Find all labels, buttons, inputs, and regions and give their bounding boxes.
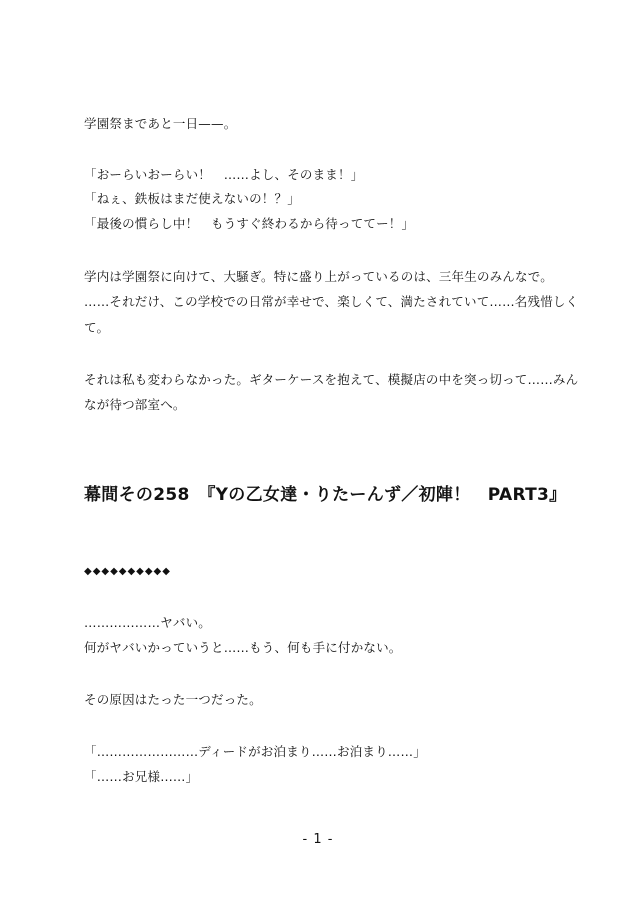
dialogue-line: 「ねぇ、鉄板はまだ使えないの！？」 (84, 191, 300, 206)
paragraph-line: 学園祭まであと一日——。 (84, 116, 237, 131)
dialogue-line: 「おーらいおーらい！ ……よし、そのまま！」 (84, 167, 364, 182)
page-number: - 1 - (302, 832, 334, 847)
section-separator: ◆◆◆◆◆◆◆◆◆◆ (84, 566, 171, 577)
paragraph-line: ……それだけ、この学校での日常が幸せで、楽しくて、満たされていて……名残惜しく (84, 294, 579, 309)
chapter-heading: 幕間その258 『Yの乙女達・りたーんず／初陣！ PART3』 (84, 485, 567, 505)
paragraph-line: それは私も変わらなかった。ギターケースを抱えて、模擬店の中を突っ切って……みん (84, 372, 579, 387)
paragraph-line: 何がヤバいかっていうと……もう、何も手に付かない。 (84, 640, 402, 655)
dialogue-line: 「……お兄様……」 (84, 769, 199, 784)
paragraph-line: ………………ヤバい。 (84, 615, 212, 630)
paragraph-line: 学内は学園祭に向けて、大騒ぎ。特に盛り上がっているのは、三年生のみんなで。 (84, 269, 553, 284)
paragraph-line: その原因はたった一つだった。 (84, 692, 262, 707)
dialogue-line: 「最後の慣らし中！ もうすぐ終わるから待っててー！」 (84, 216, 415, 231)
dialogue-line: 「……………………ディードがお泊まり……お泊まり……」 (84, 744, 426, 759)
paragraph-line: て。 (84, 320, 110, 335)
paragraph-line: なが待つ部室へ。 (84, 397, 186, 412)
